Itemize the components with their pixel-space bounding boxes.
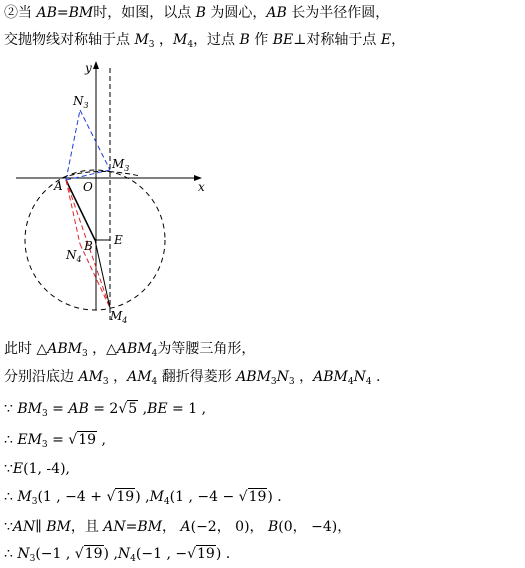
segment-a-n3 [66, 110, 80, 180]
text-line-6: ∴ $EM_3 = √19$ , [4, 432, 106, 450]
text-line-1: ②当 AB=BM时，如图，以点 B 为圆心，AB 长为半径作圆， [4, 5, 390, 21]
segment-a-n4 [66, 180, 80, 244]
label-n4: $N_4$ [66, 248, 82, 264]
label-b: B [84, 239, 93, 253]
label-m3: $M_3$ [112, 157, 130, 173]
text-line-3: 此时 $\triangle ABM_3$ ，$\triangle ABM_4$为等腰三角形， [4, 341, 256, 359]
label-e: E [114, 233, 123, 247]
text-line-4: 分别沿底边 $AM_3$ ，$AM_4$ 翻折得菱形 $ABM_3N_3$ ，$ABM_4N_4$ . [4, 369, 381, 387]
y-axis-arrow [93, 61, 99, 69]
segment-n4-m4 [80, 244, 110, 308]
text-line-10: ∴ $N_3(-1$ , √19) $,N_4(-1$ , −√19) . [4, 546, 231, 564]
label-m4: $M_4$ [110, 309, 128, 325]
text-line-9: ∵AN∥ BM，且 AN=BM， A(−2， 0)， B(0， −4)， [4, 519, 352, 535]
segment-n3-m3 [80, 110, 110, 170]
text-line-2: 交抛物线对称轴于点 $M_3$ ，$M_4$，过点 B 作 BE⊥对称轴于点 E， [4, 32, 406, 50]
y-axis-label: y [85, 61, 92, 75]
text-line-5: ∵ $BM_3$ = AB = 2√5 ,BE = 1 , [4, 401, 207, 419]
label-n3: $N_3$ [73, 94, 89, 110]
x-axis-label: x [198, 180, 205, 194]
segment-b-m4 [95, 240, 110, 308]
geometry-figure [0, 56, 230, 331]
label-a: A [54, 179, 63, 193]
text-line-7: ∵E(1, -4), [4, 461, 70, 477]
label-origin: O [83, 180, 93, 194]
text-line-8: ∴ $M_3(1$ , −4 + √19) $,M_4(1$ , −4 − √19) . [4, 489, 282, 507]
